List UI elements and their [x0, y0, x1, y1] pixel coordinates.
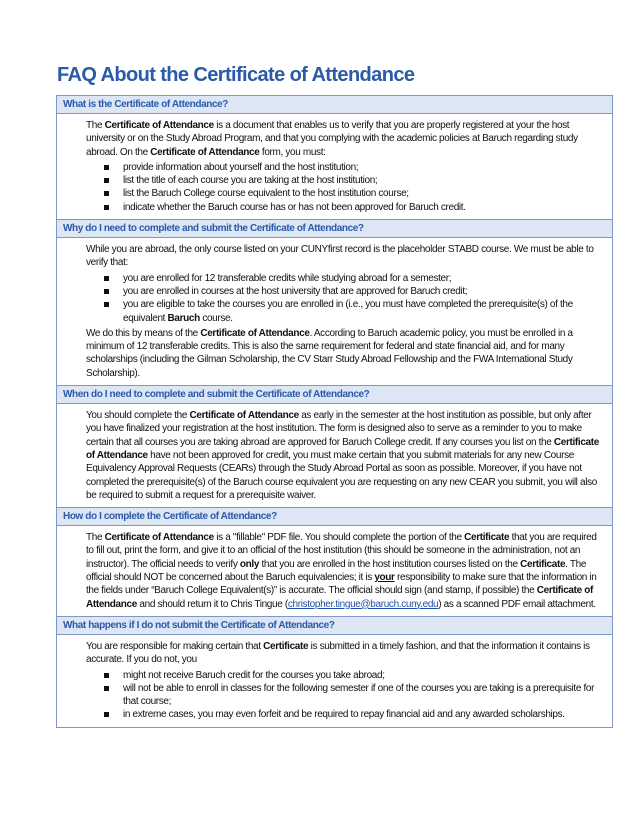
text: you are eligible to take the courses you are enrolled in (i.e., you must have completed the prerequisite(s) of the equivalent — [123, 299, 573, 324]
text: We do this by means of the — [86, 327, 201, 339]
text: have not been approved for credit, you must make certain that you submit materials for any new Course Equivalency Approval Requests (CEARs) through the Study Abroad Portal as soon as possible. Moreover, if you have not completed the prerequisite(s) of the Baruch course equivalent you are requesting on any new CEAR you submit, you will also be required to submit a request for a prerequisite waiver. — [86, 449, 597, 501]
text: ) as a scanned PDF email attachment. — [438, 598, 596, 610]
bold-term: Certificate of Attendance — [189, 410, 299, 422]
faq-question-2: Why do I need to complete and submit the Certificate of Attendance? — [57, 219, 612, 238]
faq-answer-3 — [57, 404, 612, 507]
answer-paragraph — [86, 327, 606, 380]
answer-paragraph — [86, 119, 606, 159]
text: that you are enrolled in the host institution courses listed on the — [259, 558, 521, 570]
faq-answer-5 — [57, 635, 612, 727]
list-item: might not receive Baruch credit for the courses you take abroad; — [123, 669, 606, 682]
list-item: will not be able to enroll in classes for the following semester if one of the courses you are taking is a prerequisite for that course; — [123, 682, 606, 709]
faq-answer-2 — [57, 238, 612, 385]
bold-term: Certificate — [263, 640, 309, 652]
faq-question-5: What happens if I do not submit the Certificate of Attendance? — [57, 616, 612, 635]
faq-answer-4 — [57, 526, 612, 616]
answer-paragraph — [86, 409, 606, 502]
faq-table — [56, 95, 613, 728]
list-item — [123, 298, 606, 325]
faq-answer-1 — [57, 114, 612, 219]
bold-term: Certificate of Attendance — [104, 532, 214, 544]
bold-term: Baruch — [167, 312, 200, 324]
bold-term: Certificate — [520, 558, 566, 570]
bold-term: Certificate of Attendance — [200, 327, 310, 339]
text: that you are required to fill out, print the form, and give it to an official of the host institution (this should be someone in the administration, not an instructor). The official needs to verify — [86, 532, 597, 570]
faq-question-1: What is the Certificate of Attendance? — [57, 95, 612, 114]
list-item: provide information about yourself and the host institution; — [123, 161, 606, 174]
list-item: you are enrolled in courses at the host university that are approved for Baruch credit; — [123, 285, 606, 298]
text: and should return it to Chris Tingue ( — [136, 598, 288, 610]
bold-term: Certificate of Attendance — [86, 585, 593, 610]
underlined-term: your — [374, 572, 395, 584]
text: is submitted in a timely fashion, and that the information it contains is accurate. If you do not, you — [86, 640, 590, 666]
bold-term: Certificate of Attendance — [150, 146, 260, 158]
text: . The official should NOT be concerned about the Baruch equivalencies; it is — [86, 558, 587, 584]
list-item: list the Baruch College course equivalent to the host institution course; — [123, 187, 606, 200]
text: course. — [199, 312, 233, 324]
list-item: in extreme cases, you may even forfeit and be required to repay financial aid and any awarded scholarships. — [123, 708, 606, 721]
text: The — [86, 532, 105, 544]
text: You are responsible for making certain that — [86, 640, 264, 652]
bold-term: Certificate of Attendance — [86, 436, 599, 461]
text: as early in the semester at the host institution as possible, but only after you have finalized your registration at the host institution. The form is designed also to serve as a reminder to you to make certain that all courses you are taking abroad are approved for Baruch College credit. If any courses you list on the — [86, 410, 592, 448]
list-item: list the title of each course you are taking at the host institution; — [123, 174, 606, 187]
text: You should complete the — [86, 410, 190, 422]
list-item: indicate whether the Baruch course has or has not been approved for Baruch credit. — [123, 201, 606, 214]
text: is a "fillable" PDF file. You should complete the portion of the — [213, 532, 465, 544]
faq-question-3: When do I need to complete and submit the Certificate of Attendance? — [57, 385, 612, 404]
bold-term: Certificate — [464, 532, 510, 544]
bullet-list — [86, 669, 606, 722]
list-item: you are enrolled for 12 transferable credits while studying abroad for a semester; — [123, 272, 606, 285]
answer-paragraph — [86, 531, 606, 611]
faq-question-4: How do I complete the Certificate of Attendance? — [57, 507, 612, 526]
text: responsibility to make sure that the information in the fields under “Baruch College Equivalent(s)” is accurate. The official should sign (and stamp, if possible) the — [86, 572, 597, 597]
bullet-list — [86, 272, 606, 325]
email-link[interactable]: christopher.tingue@baruch.cuny.edu — [287, 598, 439, 610]
bullet-list — [86, 161, 606, 214]
text: The — [86, 120, 105, 131]
bold-term: Certificate of Attendance — [104, 120, 214, 131]
answer-paragraph — [86, 640, 606, 667]
bold-term: only — [239, 558, 260, 570]
text: form, you must: — [259, 146, 326, 158]
answer-paragraph: While you are abroad, the only course listed on your CUNYfirst record is the placeholder STABD course. We must be able to verify that: — [86, 244, 594, 269]
page-title: FAQ About the Certificate of Attendance — [57, 64, 415, 86]
text: is a document that enables us to verify that you are properly registered at your the host university or on the Study Abroad Program, and that you complying with the academic policies at Baruch regarding study abroad. On the — [86, 120, 578, 158]
text: . According to Baruch academic policy, you must be enrolled in a minimum of 12 transferable credits. This is also the same requirement for federal and state financial aid, and for many scholarships (including the Gilman Scholarship, the CV Starr Study Abroad Fellowship and the FWA International Study Scholarship). — [86, 327, 573, 379]
